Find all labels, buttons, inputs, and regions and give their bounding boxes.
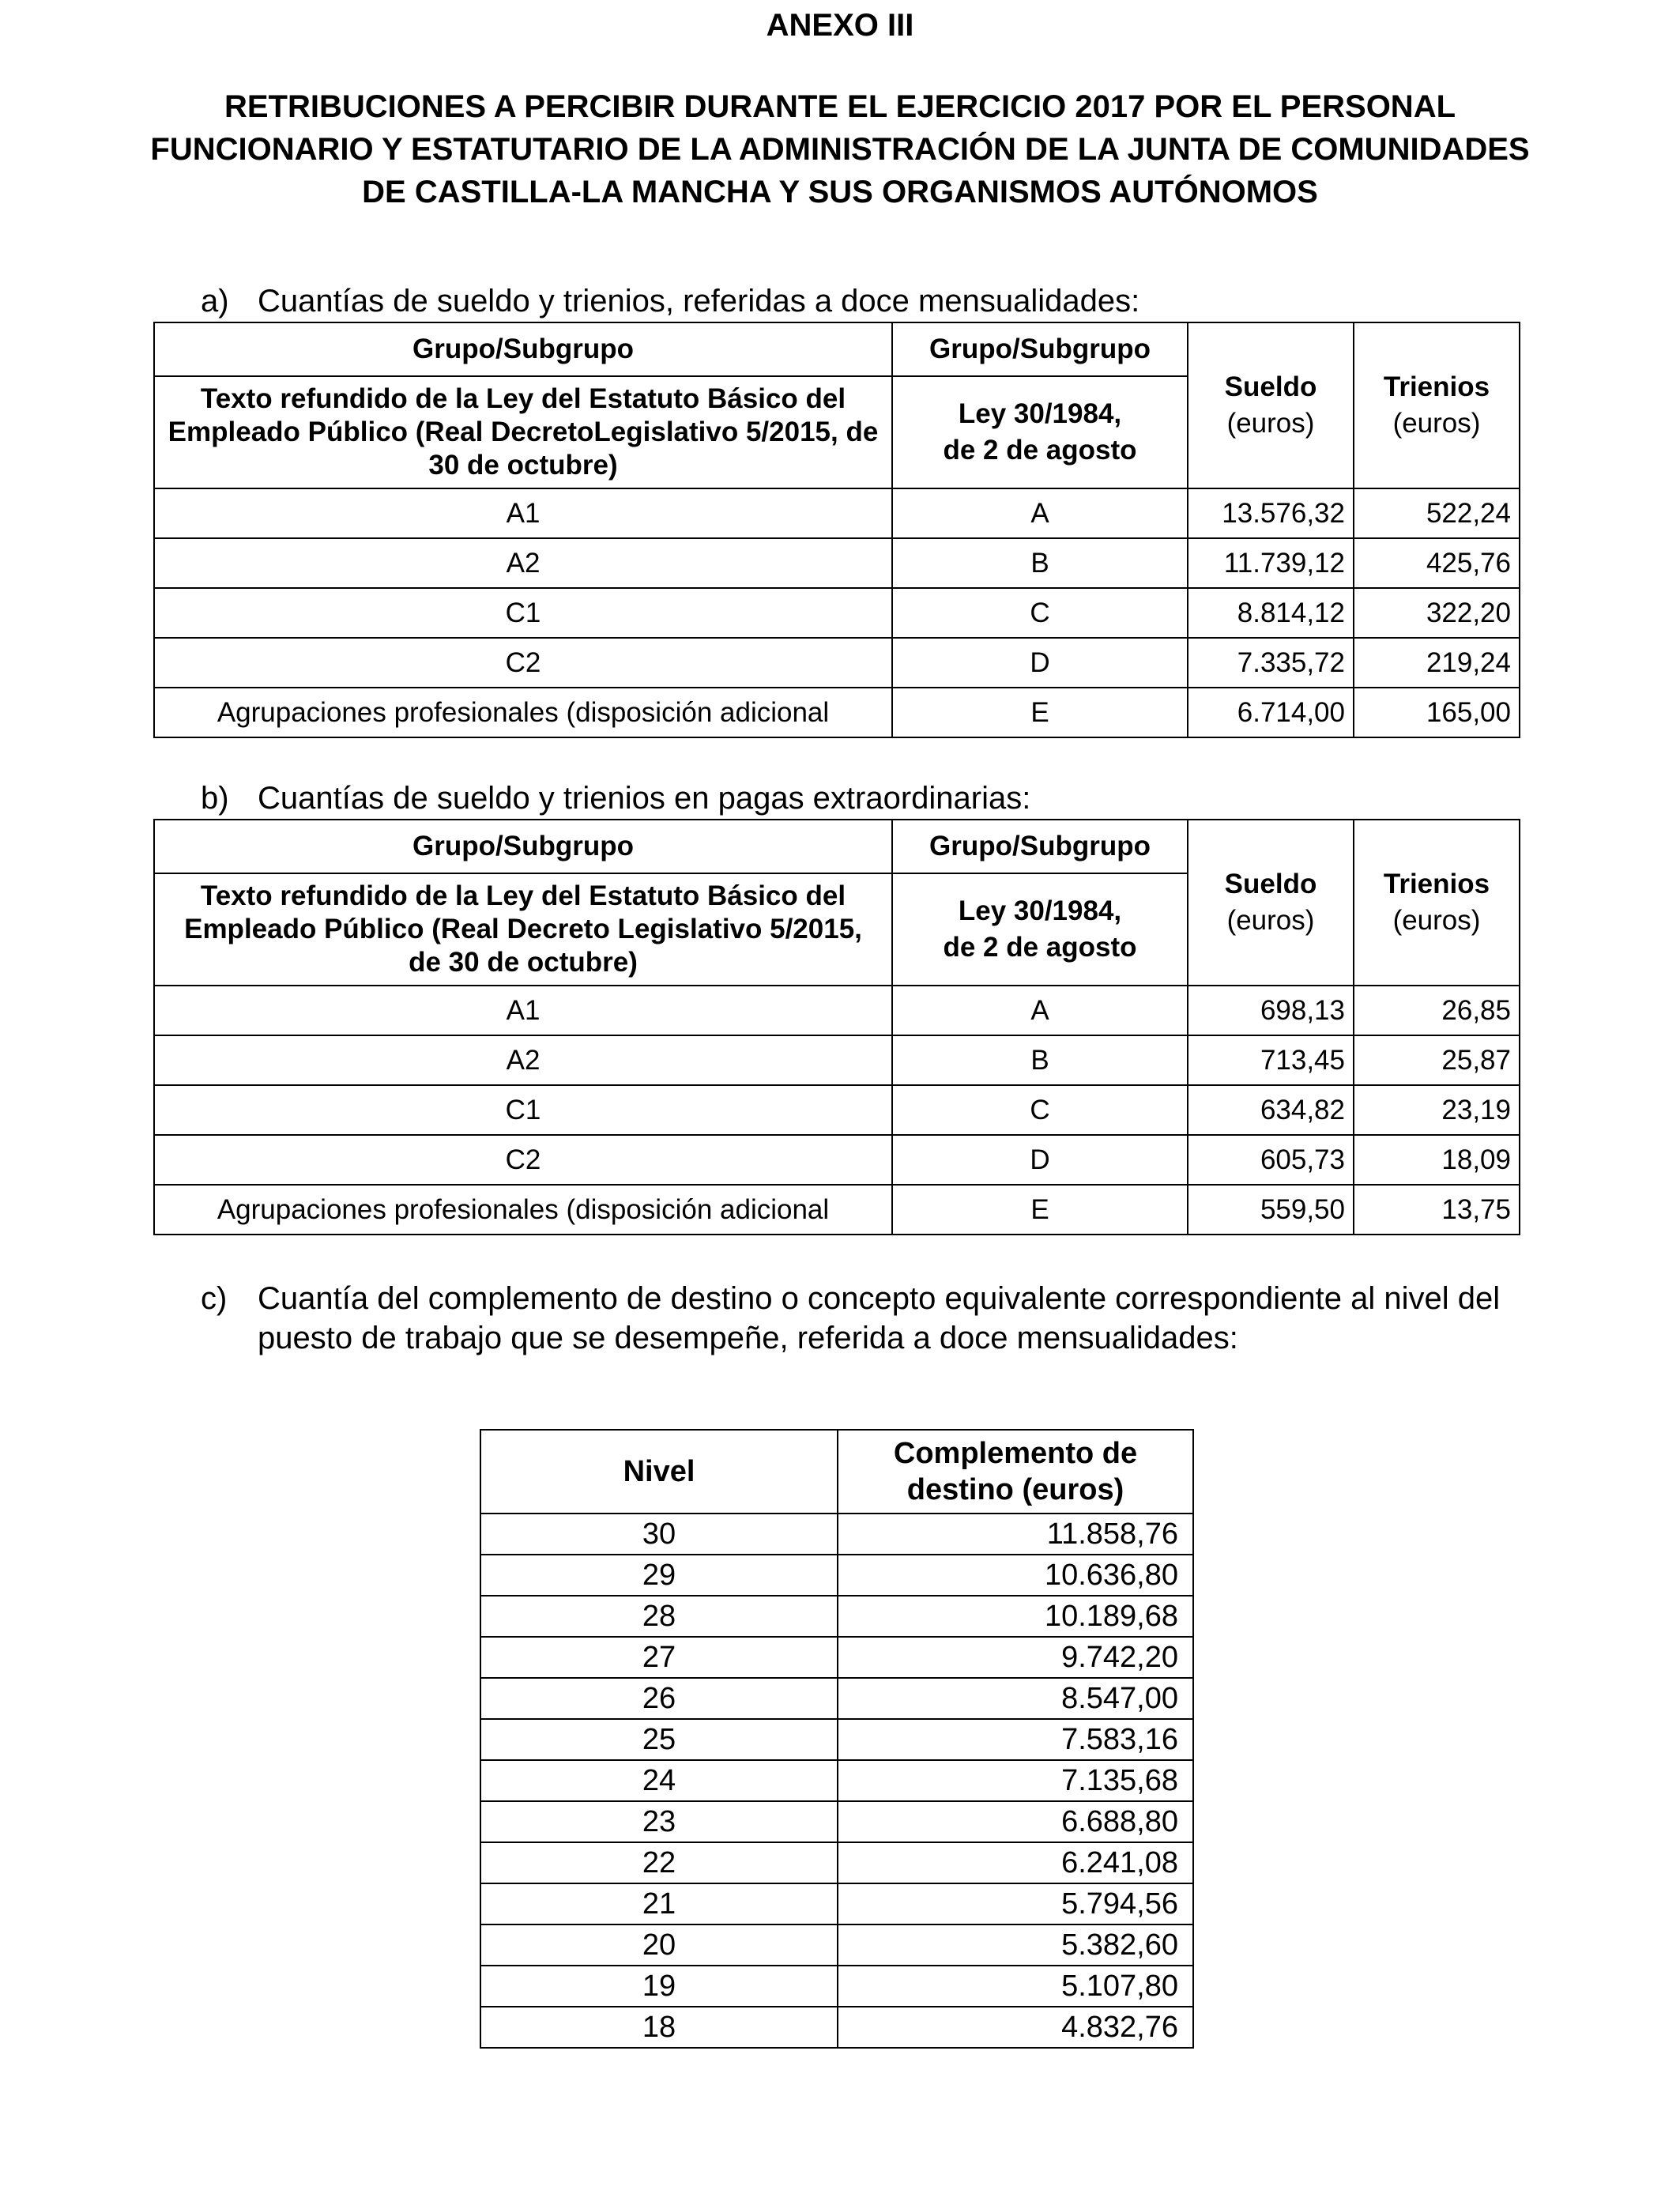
table-b-header-trienios-unit: (euros) <box>1392 905 1481 936</box>
table-b-grupo: C <box>892 1085 1188 1135</box>
table-c-nivel: 28 <box>480 1596 838 1637</box>
table-row <box>480 1719 1193 1760</box>
table-a-sueldo: 11.739,12 <box>1188 538 1354 588</box>
table-row <box>480 1555 1193 1596</box>
table-a-header-group1: Grupo/Subgrupo <box>154 322 892 376</box>
table-a-trienios: 219,24 <box>1354 638 1520 688</box>
table-a-trienios: 322,20 <box>1354 588 1520 638</box>
table-b-header-sueldo <box>1188 820 1354 986</box>
table-row <box>154 538 1520 588</box>
table-row <box>480 2007 1193 2048</box>
table-c-nivel: 25 <box>480 1719 838 1760</box>
table-c-importe: 6.241,08 <box>838 1842 1193 1883</box>
table-a-header-group2: Grupo/Subgrupo <box>892 322 1188 376</box>
table-b-header-group2: Grupo/Subgrupo <box>892 820 1188 873</box>
table-c-importe: 11.858,76 <box>838 1514 1193 1555</box>
section-a-heading <box>201 281 1591 321</box>
table-row <box>480 1966 1193 2007</box>
table-a-grupo: D <box>892 638 1188 688</box>
table-row <box>154 1185 1520 1235</box>
table-c-importe: 7.583,16 <box>838 1719 1193 1760</box>
table-b-header-trienios <box>1354 820 1520 986</box>
table-a-grupo: B <box>892 538 1188 588</box>
table-row <box>154 638 1520 688</box>
section-c-letter: c) <box>201 1281 228 1316</box>
table-row <box>154 986 1520 1035</box>
table-b-subgrupo: A1 <box>154 986 892 1035</box>
table-c-nivel: 23 <box>480 1801 838 1842</box>
table-a-header-law2-line2: de 2 de agosto <box>943 435 1137 466</box>
table-a-trienios: 522,24 <box>1354 488 1520 538</box>
document-subtitle: RETRIBUCIONES A PERCIBIR DURANTE EL EJERCICIO 2017 POR EL PERSONAL FUNCIONARIO Y ESTATUTARIO DE LA ADMINISTRACIÓN DE LA JUNTA DE COMUNIDADES DE CASTILLA-LA MANCHA Y SUS ORGANISMOS AUTÓNOMOS <box>150 89 1530 209</box>
table-b <box>153 819 1520 1235</box>
table-b-subgrupo: C2 <box>154 1135 892 1185</box>
table-c-importe: 9.742,20 <box>838 1637 1193 1678</box>
table-row <box>154 1035 1520 1085</box>
table-b-trienios: 13,75 <box>1354 1185 1520 1235</box>
table-a-subgrupo: C2 <box>154 638 892 688</box>
table-b-header-law1: Texto refundido de la Ley del Estatuto Básico del Empleado Público (Real Decreto Legislativo 5/2015, de 30 de octubre) <box>154 873 892 986</box>
table-b-header-group1: Grupo/Subgrupo <box>154 820 892 873</box>
table-c-nivel: 26 <box>480 1678 838 1719</box>
table-b-subgrupo: Agrupaciones profesionales (disposición adicional <box>154 1185 892 1235</box>
section-c-heading-text: Cuantía del complemento de destino o concepto equivalente correspondiente al nivel del puesto de trabajo que se desempeñe, referida a doce mensualidades: <box>258 1281 1501 1355</box>
table-c-nivel: 24 <box>480 1760 838 1801</box>
table-b-trienios: 23,19 <box>1354 1085 1520 1135</box>
table-c-nivel: 22 <box>480 1842 838 1883</box>
table-a-header-trienios <box>1354 322 1520 488</box>
table-b-header-sueldo-label: Sueldo <box>1224 869 1317 899</box>
table-b-sueldo: 698,13 <box>1188 986 1354 1035</box>
table-row <box>480 1637 1193 1678</box>
table-a-trienios: 425,76 <box>1354 538 1520 588</box>
table-a-subgrupo: A2 <box>154 538 892 588</box>
table-b-subgrupo: A2 <box>154 1035 892 1085</box>
table-row <box>480 1678 1193 1719</box>
table-b-trienios: 18,09 <box>1354 1135 1520 1185</box>
table-a-grupo: A <box>892 488 1188 538</box>
table-a-grupo: E <box>892 688 1188 737</box>
table-c-header-nivel: Nivel <box>480 1430 838 1514</box>
table-a-sueldo: 8.814,12 <box>1188 588 1354 638</box>
table-c-importe: 7.135,68 <box>838 1760 1193 1801</box>
section-b-letter: b) <box>201 781 229 816</box>
table-b-grupo: E <box>892 1185 1188 1235</box>
table-a-subgrupo: C1 <box>154 588 892 638</box>
section-a-letter: a) <box>201 284 229 319</box>
table-c-nivel: 19 <box>480 1966 838 2007</box>
table-c-header-complemento: Complemento de destino (euros) <box>838 1430 1193 1514</box>
table-a-grupo: C <box>892 588 1188 638</box>
table-row <box>480 1801 1193 1842</box>
table-c-nivel: 29 <box>480 1555 838 1596</box>
section-b-heading-text: Cuantías de sueldo y trienios en pagas extraordinarias: <box>258 781 1031 816</box>
document-title: ANEXO III <box>766 8 914 43</box>
table-b-trienios: 25,87 <box>1354 1035 1520 1085</box>
section-a-heading-text: Cuantías de sueldo y trienios, referidas a doce mensualidades: <box>258 284 1140 319</box>
table-c-nivel: 20 <box>480 1924 838 1966</box>
table-a-subgrupo: A1 <box>154 488 892 538</box>
table-c-nivel: 27 <box>480 1637 838 1678</box>
table-c-importe: 4.832,76 <box>838 2007 1193 2048</box>
table-c-nivel: 18 <box>480 2007 838 2048</box>
table-a-header-trienios-unit: (euros) <box>1392 408 1481 439</box>
table-a-header-law2-line1: Ley 30/1984, <box>958 398 1122 429</box>
table-a-header-trienios-label: Trienios <box>1383 371 1490 402</box>
table-b-sueldo: 605,73 <box>1188 1135 1354 1185</box>
table-a-header-sueldo-label: Sueldo <box>1224 371 1317 402</box>
table-b-header-law2-line1: Ley 30/1984, <box>958 895 1122 926</box>
table-c-importe: 5.794,56 <box>838 1883 1193 1924</box>
table-row <box>480 1883 1193 1924</box>
table-b-header-law2 <box>892 873 1188 986</box>
table-b-sueldo: 713,45 <box>1188 1035 1354 1085</box>
table-b-sueldo: 559,50 <box>1188 1185 1354 1235</box>
table-row <box>154 588 1520 638</box>
table-c-nivel: 30 <box>480 1514 838 1555</box>
table-a-header-law1: Texto refundido de la Ley del Estatuto Básico del Empleado Público (Real DecretoLegislativo 5/2015, de 30 de octubre) <box>154 376 892 488</box>
table-row <box>480 1924 1193 1966</box>
table-b-subgrupo: C1 <box>154 1085 892 1135</box>
table-b-grupo: D <box>892 1135 1188 1185</box>
table-row <box>480 1760 1193 1801</box>
table-a-header-sueldo <box>1188 322 1354 488</box>
table-b-header-trienios-label: Trienios <box>1383 869 1490 899</box>
table-b-grupo: A <box>892 986 1188 1035</box>
table-a-sueldo: 7.335,72 <box>1188 638 1354 688</box>
table-row <box>480 1842 1193 1883</box>
table-a-header-law2 <box>892 376 1188 488</box>
table-c-importe: 5.382,60 <box>838 1924 1193 1966</box>
table-c-importe: 5.107,80 <box>838 1966 1193 2007</box>
table-a-sueldo: 6.714,00 <box>1188 688 1354 737</box>
table-a-sueldo: 13.576,32 <box>1188 488 1354 538</box>
table-a-subgrupo: Agrupaciones profesionales (disposición adicional <box>154 688 892 737</box>
table-row <box>154 688 1520 737</box>
table-c-nivel: 21 <box>480 1883 838 1924</box>
table-a-header-sueldo-unit: (euros) <box>1226 408 1315 439</box>
table-b-header-law2-line2: de 2 de agosto <box>943 932 1137 963</box>
table-b-sueldo: 634,82 <box>1188 1085 1354 1135</box>
table-row <box>480 1514 1193 1555</box>
table-row <box>154 1085 1520 1135</box>
table-c-importe: 10.189,68 <box>838 1596 1193 1637</box>
table-c <box>480 1429 1194 2049</box>
table-c-importe: 6.688,80 <box>838 1801 1193 1842</box>
table-row <box>480 1596 1193 1637</box>
table-row <box>154 1135 1520 1185</box>
table-row <box>154 488 1520 538</box>
table-b-header-sueldo-unit: (euros) <box>1226 905 1315 936</box>
section-c-heading <box>201 1279 1536 1361</box>
table-b-grupo: B <box>892 1035 1188 1085</box>
table-c-importe: 8.547,00 <box>838 1678 1193 1719</box>
section-b-heading <box>201 778 1591 818</box>
table-b-trienios: 26,85 <box>1354 986 1520 1035</box>
table-c-importe: 10.636,80 <box>838 1555 1193 1596</box>
table-a <box>153 322 1520 738</box>
table-a-trienios: 165,00 <box>1354 688 1520 737</box>
